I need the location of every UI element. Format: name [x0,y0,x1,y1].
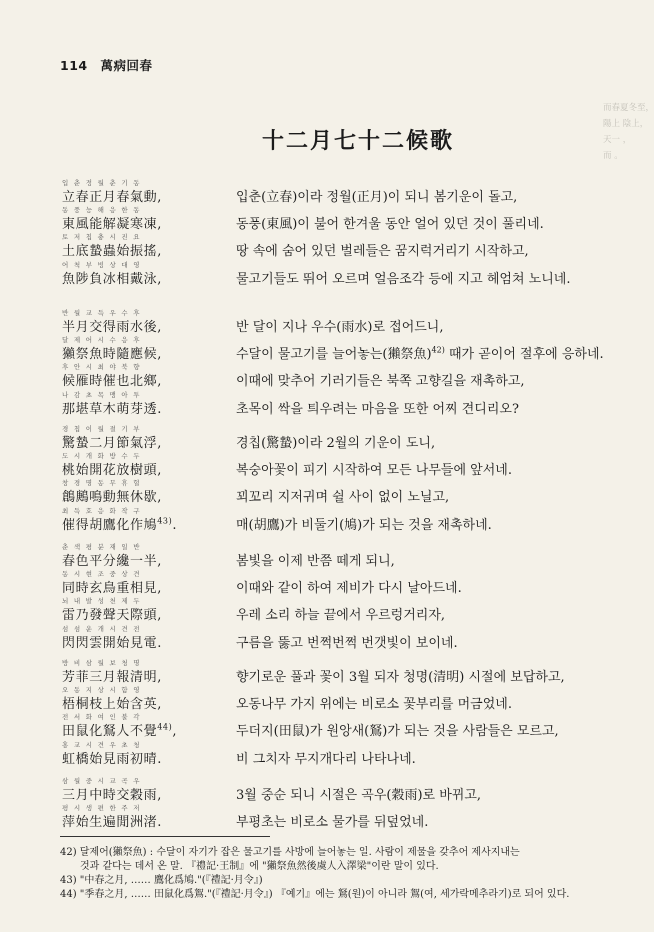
page-number: 114 [60,58,88,73]
hanja-verse [62,363,162,390]
hangul-reading: 도시개화방수두 [62,452,146,461]
poem-line [0,542,643,569]
poem-line [0,506,643,533]
poem-line [0,308,643,335]
hanja-text: 魚陟負冰相戴泳, [62,271,162,287]
hangul-reading: 후안시최야북향 [62,363,146,372]
hanja-verse [62,659,162,685]
poem-line [0,712,643,739]
hangul-reading: 섬섬운개시견전 [62,624,146,633]
hanja-text: 東風能解凝寒凍, [62,217,162,233]
hanja-text: 桃始開花放樹頭, [62,463,162,479]
korean-translation: 물고기들도 뛰어 오르며 얼음조각 등에 지고 헤엄쳐 노니네. [236,271,571,287]
hanja-text: 萍始生遍閒洲渚. [62,815,162,831]
korean-translation: 꾀꼬리 지저귀며 쉴 사이 없이 노닐고, [236,490,450,506]
hanja-verse [62,543,162,569]
hangul-reading: 반월교득우수후 [62,309,146,317]
korean-translation: 복숭아꽃이 피기 시작하여 모든 나무들에 앞서네. [236,463,512,479]
footnote: 44) "季春之月, …… 田鼠化爲鴽."(『禮記·月令』) 『예기』에는 鴑(원)이 아니라 鴽(여, 세가락메추라기)로 되어 있다. [60,889,570,900]
hanja-text: 土底蟄蟲始振搖, [62,244,162,260]
hanja-text: 那堪草木萌芽透. [62,401,162,417]
korean-translation: 이때와 같이 하여 제비가 다시 날아드네. [236,581,462,597]
korean-translation: 반 달이 지나 우수(雨水)로 접어드니, [236,320,444,335]
hanja-text: 虹橋始見雨初晴. [62,751,162,767]
hangul-reading: 전서화여인불각 [62,713,146,722]
hanja-text: 三月中時交穀雨, [62,788,162,803]
footnotes [60,846,630,902]
hangul-reading: 입춘정월춘기동 [62,179,146,187]
hanja-verse [62,233,162,260]
hangul-reading: 춘색평분재일반 [62,543,146,551]
page-header [60,56,160,74]
poem-line [0,362,643,389]
hangul-reading: 달제어시수응후 [62,336,146,345]
hanja-verse [62,777,162,803]
hanja-text: 候雁時催也北鄉, [62,374,162,390]
hanja-verse [62,336,162,363]
hanja-text: 芳菲三月報清明, [62,670,162,685]
hanja-text: 梧桐枝上始含英, [62,697,162,713]
hanja-text: 驚蟄二月節氣浮, [62,436,162,451]
footnote: 43) "中春之月, …… 鷹化爲鳩."(『禮記·月令』) [60,875,263,886]
korean-translation: 비 그치자 무지개다리 나타나네. [236,751,416,767]
hanja-text: 立春正月春氣動, [62,190,162,205]
hangul-reading: 어척부빙상대영 [62,260,146,269]
hanja-verse [62,452,162,479]
hangul-reading: 삼월중시교곡우 [62,777,146,785]
hangul-reading: 뇌내발성천제두 [62,597,146,606]
hanja-verse [62,425,162,451]
korean-translation: 3월 중순 되니 시절은 곡우(穀雨)로 바뀌고, [236,788,482,803]
poem-line [0,685,643,712]
poem-title: 十二月七十二候歌 [262,128,455,154]
hanja-verse [62,570,162,597]
poem-line [0,478,643,505]
poem-line [0,232,643,259]
hanja-verse [62,597,162,624]
hanja-verse: 전서화여인불각 田鼠化鴑人不覺$^{44)}$, [62,713,178,740]
hanja-text: 田鼠化鴑人不覺 [62,724,158,740]
hanja-text: 春色平分纔一半, [62,554,162,569]
hangul-reading: 동시현조중상견 [62,570,146,579]
hanja-text: 雷乃發聲天際頭, [62,608,162,624]
korean-translation: 오동나무 가지 위에는 비로소 꽃부리를 머금었네. [236,697,512,713]
hanja-text: 獺祭魚時隨應候, [62,347,162,363]
poem-line [0,740,643,767]
hanja-verse [62,624,162,651]
korean-translation: 우레 소리 하늘 끝에서 우르렁거리자, [236,608,446,624]
poem-line [0,205,643,232]
hangul-reading: 방비삼월보청명 [62,659,146,667]
korean-translation: 수달이 물고기를 늘어놓는(獺祭魚)$^{42)}$ 때가 곧이어 절후에 응하네. [236,345,604,363]
hanja-text: 催得胡鷹化作鳩 [62,517,158,533]
hangul-reading: 최득호응화작구 [62,506,146,515]
hangul-reading: 창경명동무휴헐 [62,479,146,488]
poem-line [0,803,643,830]
poem-line [0,776,643,803]
korean-translation: 부평초는 비로소 물가를 뒤덮었네. [236,815,429,831]
poem-line [0,624,643,651]
book-title: 萬病回春 [100,58,153,73]
poem-line [0,569,643,596]
hangul-reading: 오동지상시함영 [62,686,146,695]
hanja-verse [62,309,162,335]
korean-translation: 향기로운 풀과 꽃이 3월 되자 청명(清明) 시절에 보답하고, [236,670,565,685]
poem-line [0,390,643,417]
footnote-ref: 44) [157,723,173,733]
footnote-rule [60,836,270,837]
footnote-ref: 42) [431,345,445,355]
hangul-reading: 나감초목맹아투 [62,390,146,399]
korean-translation: 두더지(田鼠)가 원앙새(鴑)가 되는 것을 사람들은 모르고, [236,724,559,740]
hanja-verse [62,179,162,205]
korean-translation: 땅 속에 숨어 있던 벌레들은 꿈지럭거리기 시작하고, [236,244,529,260]
hangul-reading: 동풍능해응한동 [62,206,146,215]
korean-translation: 봄빛을 이제 반쯤 떼게 되니, [236,554,395,569]
hanja-text: 半月交得雨水後, [62,320,162,335]
hanja-verse [62,686,162,713]
hanja-verse [62,740,162,767]
hanja-verse [62,804,162,831]
poem-line [0,596,643,623]
hanja-verse [62,260,162,287]
korean-translation: 매(胡鷹)가 비둘기(鳩)가 되는 것을 재촉하네. [236,517,492,533]
hangul-reading: 평시생편한주저 [62,804,146,813]
poem-line [0,178,643,205]
hangul-reading: 토저칩충시진요 [62,233,146,242]
hanja-verse: 최득호응화작구 催得胡鷹化作鳩$^{43)}$. [62,506,178,533]
footnote-ref: 43) [157,516,173,526]
korean-translation: 이때에 맞추어 기러기들은 북쪽 고향길을 재촉하고, [236,374,525,390]
korean-translation: 초목이 싹을 틔우려는 마음을 또한 어찌 견디리오? [236,401,519,417]
poem-line [0,260,643,287]
hangul-reading: 경칩이월절기부 [62,425,146,433]
hanja-verse [62,479,162,506]
hanja-verse [62,206,162,233]
poem-line [0,335,643,362]
hanja-text: 閃閃雲開始見電. [62,635,162,651]
korean-translation: 동풍(東風)이 불어 한겨울 동안 얼어 있던 것이 풀리네. [236,217,544,233]
hanja-text: 同時玄鳥重相見, [62,581,162,597]
footnote: 42) 달제어(獺祭魚) : 수달이 자기가 잡은 물고기를 사방에 늘어놓는 일. 사람이 제물을 갖추어 제사지내는 것과 같다는 데서 온 말. 『禮記·王制』에 "獺祭魚然後虞人入澤梁"이란 말이 있다. [60,847,520,872]
korean-translation: 경칩(驚蟄)이라 2월의 기운이 도니, [236,436,436,451]
poem-line [0,658,643,685]
hangul-reading: 홍교시견우초청 [62,740,146,749]
poem-line [0,451,643,478]
hanja-text: 鶬鶊鳴動無休歇, [62,490,162,506]
adjacent-page-bleed: 而春夏冬至， 陽上 陰上， 天一 ， 而 。 [603,103,654,161]
hanja-verse [62,390,162,417]
korean-translation: 구름을 뚫고 번쩍번쩍 번갯빛이 보이네. [236,635,458,651]
korean-translation: 입춘(立春)이라 정월(正月)이 되니 봄기운이 돌고, [236,190,518,205]
poem-line [0,424,643,451]
